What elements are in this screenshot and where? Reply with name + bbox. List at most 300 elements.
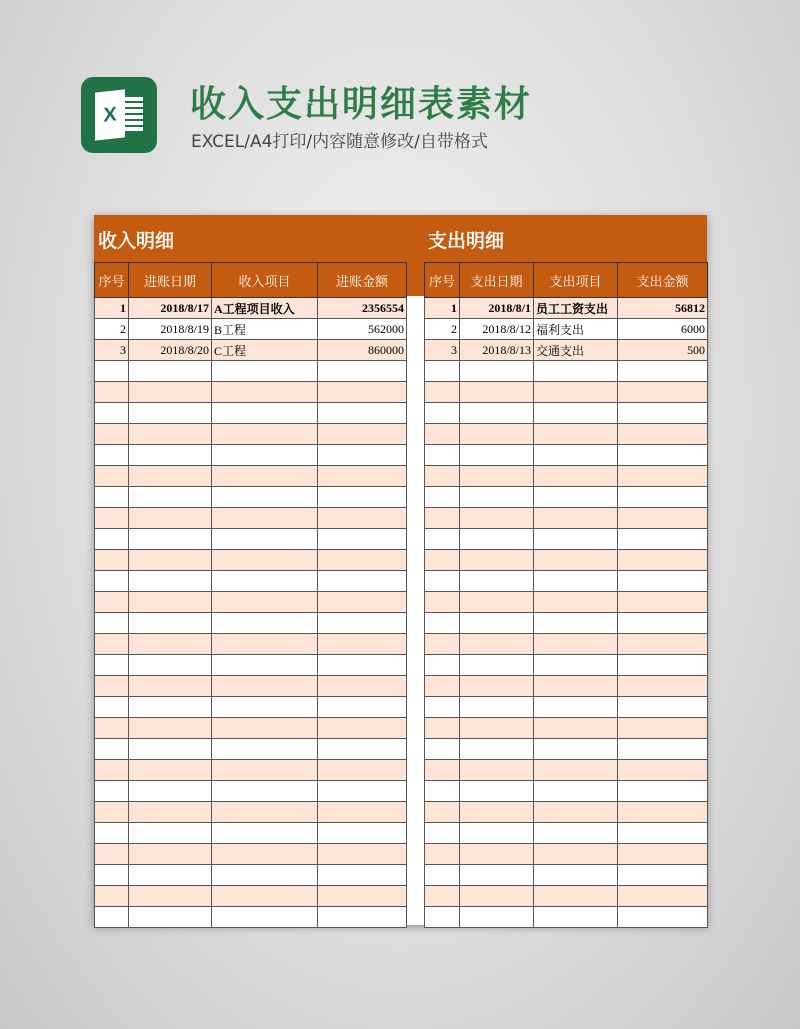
table-row [95, 739, 407, 760]
table-cell[interactable] [534, 907, 618, 928]
table-row [425, 508, 708, 529]
table-cell[interactable] [129, 634, 212, 655]
table-cell[interactable] [95, 697, 129, 718]
table-cell[interactable] [129, 781, 212, 802]
header-row [95, 263, 407, 298]
table-row [425, 382, 708, 403]
table-row [425, 403, 708, 424]
table-cell[interactable] [129, 907, 212, 928]
table-cell[interactable] [318, 634, 407, 655]
table-cell[interactable] [212, 907, 318, 928]
table-cell[interactable] [129, 361, 212, 382]
table-cell[interactable] [425, 781, 460, 802]
table-cell[interactable] [212, 844, 318, 865]
table-cell[interactable] [129, 529, 212, 550]
table-cell[interactable] [460, 466, 534, 487]
table-cell[interactable] [425, 676, 460, 697]
table-cell[interactable] [95, 529, 129, 550]
table-cell[interactable] [460, 571, 534, 592]
table-cell[interactable] [425, 571, 460, 592]
table-cell[interactable] [618, 382, 708, 403]
table-cell[interactable] [318, 529, 407, 550]
table-cell[interactable] [212, 403, 318, 424]
table-cell[interactable] [460, 655, 534, 676]
table-cell[interactable] [212, 865, 318, 886]
table-cell[interactable] [618, 781, 708, 802]
table-row [425, 634, 708, 655]
header-row [425, 263, 708, 298]
table-cell[interactable] [534, 445, 618, 466]
table-cell[interactable] [95, 613, 129, 634]
table-cell[interactable] [534, 382, 618, 403]
table-cell[interactable] [95, 424, 129, 445]
table-cell[interactable] [460, 676, 534, 697]
table-cell[interactable] [534, 361, 618, 382]
table-cell[interactable]: 3 [95, 340, 129, 361]
table-cell[interactable]: 3 [425, 340, 460, 361]
table-cell[interactable] [534, 508, 618, 529]
table-cell[interactable] [534, 697, 618, 718]
table-cell[interactable] [318, 718, 407, 739]
table-cell[interactable] [129, 592, 212, 613]
table-cell[interactable]: 2018/8/19 [129, 319, 212, 340]
table-row [425, 781, 708, 802]
table-cell[interactable] [129, 676, 212, 697]
table-cell[interactable] [425, 655, 460, 676]
table-cell[interactable] [95, 655, 129, 676]
table-cell[interactable] [318, 571, 407, 592]
table-cell[interactable] [460, 844, 534, 865]
table-cell[interactable] [212, 508, 318, 529]
table-cell[interactable] [425, 802, 460, 823]
table-cell[interactable] [460, 487, 534, 508]
table-cell[interactable] [425, 886, 460, 907]
table-cell[interactable] [318, 424, 407, 445]
table-cell[interactable] [318, 697, 407, 718]
table-cell[interactable] [212, 634, 318, 655]
table-cell[interactable] [129, 508, 212, 529]
table-row [95, 466, 407, 487]
table-cell[interactable] [129, 382, 212, 403]
table-cell[interactable] [95, 886, 129, 907]
table-cell[interactable] [534, 676, 618, 697]
table-cell[interactable] [129, 403, 212, 424]
table-cell[interactable] [425, 613, 460, 634]
table-cell[interactable] [425, 550, 460, 571]
table-cell[interactable] [534, 781, 618, 802]
table-cell[interactable] [618, 592, 708, 613]
table-cell[interactable] [318, 802, 407, 823]
table-cell[interactable]: 2018/8/17 [129, 298, 212, 319]
table-row [425, 865, 708, 886]
table-cell[interactable] [318, 886, 407, 907]
table-cell[interactable]: A工程项目收入 [212, 298, 318, 319]
table-row [95, 529, 407, 550]
table-row [95, 550, 407, 571]
table-cell[interactable] [318, 781, 407, 802]
table-cell[interactable] [425, 865, 460, 886]
table-cell[interactable] [460, 907, 534, 928]
table-cell[interactable] [95, 823, 129, 844]
table-cell[interactable] [129, 445, 212, 466]
table-row [425, 550, 708, 571]
table-row [425, 907, 708, 928]
table-cell[interactable] [425, 823, 460, 844]
table-cell[interactable] [95, 508, 129, 529]
table-cell[interactable] [460, 760, 534, 781]
table-cell[interactable] [129, 697, 212, 718]
table-cell[interactable] [95, 403, 129, 424]
table-cell[interactable] [425, 529, 460, 550]
table-cell[interactable]: 2356554 [318, 298, 407, 319]
table-cell[interactable]: 860000 [318, 340, 407, 361]
table-cell[interactable] [129, 424, 212, 445]
table-cell[interactable] [129, 802, 212, 823]
table-row [425, 466, 708, 487]
table-cell[interactable] [425, 382, 460, 403]
table-cell[interactable] [534, 403, 618, 424]
table-cell[interactable]: 2 [95, 319, 129, 340]
table-cell[interactable] [460, 550, 534, 571]
table-cell[interactable] [534, 529, 618, 550]
table-cell[interactable] [318, 739, 407, 760]
table-cell[interactable] [212, 529, 318, 550]
table-cell[interactable] [95, 718, 129, 739]
table-cell[interactable] [212, 571, 318, 592]
table-cell[interactable] [534, 424, 618, 445]
table-cell[interactable] [318, 844, 407, 865]
table-cell[interactable]: 2018/8/20 [129, 340, 212, 361]
table-cell[interactable] [534, 739, 618, 760]
table-cell[interactable]: 6000 [618, 319, 708, 340]
table-cell[interactable] [318, 592, 407, 613]
table-cell[interactable] [129, 886, 212, 907]
table-row [95, 319, 407, 340]
table-row [425, 844, 708, 865]
table-cell[interactable] [534, 550, 618, 571]
table-cell[interactable] [318, 865, 407, 886]
table-cell[interactable] [618, 445, 708, 466]
table-cell[interactable] [618, 760, 708, 781]
table-row [425, 697, 708, 718]
table-cell[interactable] [129, 466, 212, 487]
table-cell[interactable] [129, 571, 212, 592]
table-cell[interactable]: 1 [425, 298, 460, 319]
table-cell[interactable] [425, 487, 460, 508]
table-cell[interactable] [95, 550, 129, 571]
table-cell[interactable]: 500 [618, 340, 708, 361]
table-cell[interactable]: B工程 [212, 319, 318, 340]
table-cell[interactable] [212, 613, 318, 634]
table-cell[interactable] [212, 760, 318, 781]
table-cell[interactable] [618, 676, 708, 697]
table-row [95, 340, 407, 361]
table-cell[interactable] [425, 760, 460, 781]
table-cell[interactable] [129, 655, 212, 676]
table-cell[interactable]: 员工工资支出 [534, 298, 618, 319]
table-cell[interactable] [129, 760, 212, 781]
table-cell[interactable] [534, 718, 618, 739]
table-cell[interactable] [534, 823, 618, 844]
table-cell[interactable] [425, 466, 460, 487]
table-row [95, 403, 407, 424]
table-cell[interactable] [212, 676, 318, 697]
table-cell[interactable] [212, 445, 318, 466]
table-cell[interactable] [95, 739, 129, 760]
table-cell[interactable] [425, 739, 460, 760]
table-cell[interactable] [460, 592, 534, 613]
table-row [425, 718, 708, 739]
table-row [425, 319, 708, 340]
table-row [95, 886, 407, 907]
table-cell[interactable] [425, 592, 460, 613]
table-cell[interactable] [212, 466, 318, 487]
table-cell[interactable] [425, 403, 460, 424]
table-cell[interactable] [318, 676, 407, 697]
table-cell[interactable] [212, 739, 318, 760]
table-cell[interactable] [212, 550, 318, 571]
table-cell[interactable] [460, 697, 534, 718]
table-cell[interactable] [318, 361, 407, 382]
table-cell[interactable] [425, 445, 460, 466]
table-cell[interactable] [460, 781, 534, 802]
table-row [425, 739, 708, 760]
table-cell[interactable] [618, 718, 708, 739]
table-cell[interactable] [318, 823, 407, 844]
section-title-bar [94, 215, 707, 263]
table-cell[interactable] [425, 424, 460, 445]
table-cell[interactable] [618, 802, 708, 823]
table-cell[interactable] [618, 844, 708, 865]
table-cell[interactable] [618, 823, 708, 844]
table-cell[interactable] [129, 844, 212, 865]
table-cell[interactable]: 56812 [618, 298, 708, 319]
table-cell[interactable] [318, 508, 407, 529]
table-cell[interactable]: 2018/8/13 [460, 340, 534, 361]
table-cell[interactable] [318, 907, 407, 928]
table-cell[interactable] [129, 550, 212, 571]
table-cell[interactable]: C工程 [212, 340, 318, 361]
table-cell[interactable] [212, 487, 318, 508]
table-cell[interactable] [460, 718, 534, 739]
table-cell[interactable] [534, 760, 618, 781]
table-row [425, 655, 708, 676]
table-cell[interactable] [460, 508, 534, 529]
table-cell[interactable] [618, 361, 708, 382]
table-cell[interactable] [460, 361, 534, 382]
table-cell[interactable] [129, 718, 212, 739]
table-cell[interactable] [460, 802, 534, 823]
table-cell[interactable]: 2 [425, 319, 460, 340]
table-row [95, 571, 407, 592]
table-cell[interactable]: 2018/8/1 [460, 298, 534, 319]
table-row [95, 655, 407, 676]
table-cell[interactable] [318, 445, 407, 466]
table-cell[interactable] [534, 844, 618, 865]
table-cell[interactable]: 1 [95, 298, 129, 319]
table-cell[interactable] [212, 655, 318, 676]
table-cell[interactable] [534, 613, 618, 634]
table-cell[interactable] [212, 697, 318, 718]
table-cell[interactable] [618, 571, 708, 592]
table-cell[interactable] [460, 739, 534, 760]
table-cell[interactable] [129, 823, 212, 844]
table-cell[interactable] [534, 487, 618, 508]
table-cell[interactable] [618, 550, 708, 571]
table-cell[interactable] [212, 592, 318, 613]
table-cell[interactable] [618, 865, 708, 886]
table-cell[interactable] [212, 802, 318, 823]
table-cell[interactable] [460, 445, 534, 466]
column-header[interactable]: 进账金额 [318, 263, 407, 298]
table-cell[interactable] [425, 718, 460, 739]
table-cell[interactable] [318, 550, 407, 571]
table-cell[interactable] [95, 445, 129, 466]
table-cell[interactable]: 福利支出 [534, 319, 618, 340]
table-cell[interactable] [129, 739, 212, 760]
table-row [95, 844, 407, 865]
table-row [425, 571, 708, 592]
table-cell[interactable] [95, 781, 129, 802]
table-row [425, 424, 708, 445]
table-row [425, 340, 708, 361]
table-cell[interactable] [212, 424, 318, 445]
table-cell[interactable] [618, 613, 708, 634]
table-cell[interactable] [534, 886, 618, 907]
table-cell[interactable] [95, 466, 129, 487]
table-cell[interactable] [318, 466, 407, 487]
column-header[interactable]: 序号 [425, 263, 460, 298]
table-cell[interactable]: 562000 [318, 319, 407, 340]
table-cell[interactable] [212, 361, 318, 382]
table-cell[interactable] [318, 382, 407, 403]
table-cell[interactable] [129, 487, 212, 508]
table-cell[interactable] [425, 634, 460, 655]
table-cell[interactable]: 2018/8/12 [460, 319, 534, 340]
table-cell[interactable] [534, 466, 618, 487]
table-cell[interactable] [318, 655, 407, 676]
table-cell[interactable] [212, 886, 318, 907]
table-cell[interactable] [425, 844, 460, 865]
table-cell[interactable] [618, 907, 708, 928]
table-row [95, 508, 407, 529]
table-row [95, 697, 407, 718]
table-row [95, 298, 407, 319]
table-cell[interactable] [425, 361, 460, 382]
table-cell[interactable] [534, 865, 618, 886]
table-cell[interactable] [95, 676, 129, 697]
table-cell[interactable] [95, 592, 129, 613]
table-cell[interactable] [460, 886, 534, 907]
table-cell[interactable] [460, 424, 534, 445]
table-cell[interactable] [95, 760, 129, 781]
expense-title: 支出明细 [428, 230, 505, 252]
table-row [95, 361, 407, 382]
table-cell[interactable] [425, 508, 460, 529]
table-row [425, 592, 708, 613]
table-cell[interactable] [460, 382, 534, 403]
table-cell[interactable] [460, 403, 534, 424]
table-cell[interactable] [129, 613, 212, 634]
table-row [95, 823, 407, 844]
table-cell[interactable] [212, 781, 318, 802]
table-row [95, 676, 407, 697]
table-cell[interactable] [425, 907, 460, 928]
table-cell[interactable] [618, 466, 708, 487]
table-cell[interactable] [460, 613, 534, 634]
table-cell[interactable] [95, 571, 129, 592]
table-cell[interactable] [95, 802, 129, 823]
table-cell[interactable] [618, 655, 708, 676]
table-cell[interactable] [534, 571, 618, 592]
column-header[interactable]: 收入项目 [212, 263, 318, 298]
table-cell[interactable] [460, 529, 534, 550]
table-cell[interactable] [95, 487, 129, 508]
table-row [425, 802, 708, 823]
table-cell[interactable] [95, 844, 129, 865]
table-cell[interactable] [618, 424, 708, 445]
table-row [425, 298, 708, 319]
table-cell[interactable] [534, 655, 618, 676]
table-cell[interactable] [534, 634, 618, 655]
table-cell[interactable] [212, 382, 318, 403]
table-row [425, 487, 708, 508]
table-row [425, 613, 708, 634]
table-cell[interactable] [534, 592, 618, 613]
table-cell[interactable] [129, 865, 212, 886]
table-cell[interactable] [618, 529, 708, 550]
table-cell[interactable] [212, 823, 318, 844]
table-cell[interactable] [95, 907, 129, 928]
table-row [95, 865, 407, 886]
column-header[interactable]: 支出金额 [618, 263, 708, 298]
table-row [95, 718, 407, 739]
column-header[interactable]: 支出日期 [460, 263, 534, 298]
table-cell[interactable] [460, 823, 534, 844]
column-header[interactable]: 进账日期 [129, 263, 212, 298]
table-cell[interactable] [534, 802, 618, 823]
table-cell[interactable] [318, 613, 407, 634]
table-row [95, 634, 407, 655]
table-cell[interactable] [460, 634, 534, 655]
table-cell[interactable] [618, 403, 708, 424]
table-cell[interactable] [95, 865, 129, 886]
table-row [95, 487, 407, 508]
column-header[interactable]: 支出项目 [534, 263, 618, 298]
table-row [95, 907, 407, 928]
table-cell[interactable] [95, 634, 129, 655]
table-cell[interactable] [318, 760, 407, 781]
table-cell[interactable] [95, 361, 129, 382]
table-cell[interactable] [618, 508, 708, 529]
income-title: 收入明细 [98, 230, 175, 252]
table-cell[interactable] [95, 382, 129, 403]
table-cell[interactable] [318, 403, 407, 424]
table-cell[interactable] [212, 718, 318, 739]
table-cell[interactable] [618, 886, 708, 907]
table-row [95, 613, 407, 634]
table-cell[interactable] [618, 739, 708, 760]
table-cell[interactable]: 交通支出 [534, 340, 618, 361]
table-cell[interactable] [618, 487, 708, 508]
table-cell[interactable] [460, 865, 534, 886]
table-cell[interactable] [618, 634, 708, 655]
column-header[interactable]: 序号 [95, 263, 129, 298]
table-cell[interactable] [318, 487, 407, 508]
table-cell[interactable] [618, 697, 708, 718]
table-cell[interactable] [425, 697, 460, 718]
income-table [94, 262, 407, 928]
